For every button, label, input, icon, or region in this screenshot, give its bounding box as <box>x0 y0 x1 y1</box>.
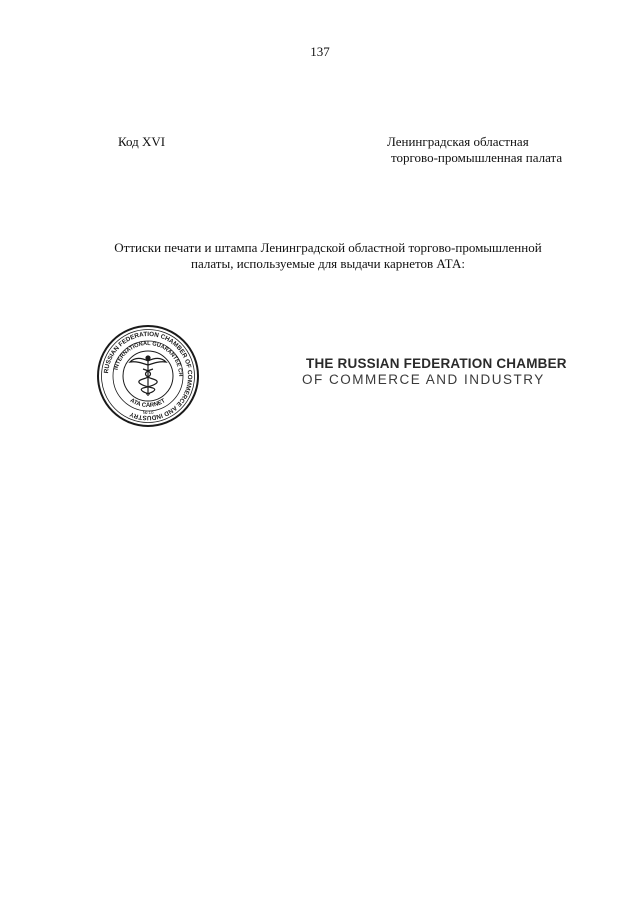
page-number: 137 <box>310 44 330 59</box>
seal-image <box>96 324 200 428</box>
seal-bottom-small: № 10 <box>142 410 154 415</box>
organization-name-line2: торгово-промышленная палата <box>391 150 563 165</box>
caduceus-icon <box>130 356 166 396</box>
code-label: Код XVI <box>118 134 166 149</box>
organization-name-line1: Ленинградская областная <box>387 134 529 149</box>
seal-bottom-text: ATA CARNET <box>128 397 167 409</box>
caption <box>90 240 566 272</box>
stamp-line2: OF COMMERCE AND INDUSTRY <box>302 372 545 387</box>
caption-line2: палаты, используемые для выдачи карнетов АТА: <box>191 256 465 271</box>
stamp-line1: THE RUSSIAN FEDERATION CHAMBER <box>306 356 567 371</box>
seal-inner-text: INTERNATIONAL GUARANTEE CH <box>113 340 184 377</box>
seal-outer-text: RUSSIAN FEDERATION CHAMBER OF COMMERCE AND INDUSTRY <box>103 330 194 422</box>
organization-name <box>387 134 562 166</box>
stamp-text <box>300 356 567 388</box>
seal-svg <box>96 324 200 428</box>
caption-line1: Оттиски печати и штампа Ленинградской областной торгово-промышленной <box>114 240 542 255</box>
